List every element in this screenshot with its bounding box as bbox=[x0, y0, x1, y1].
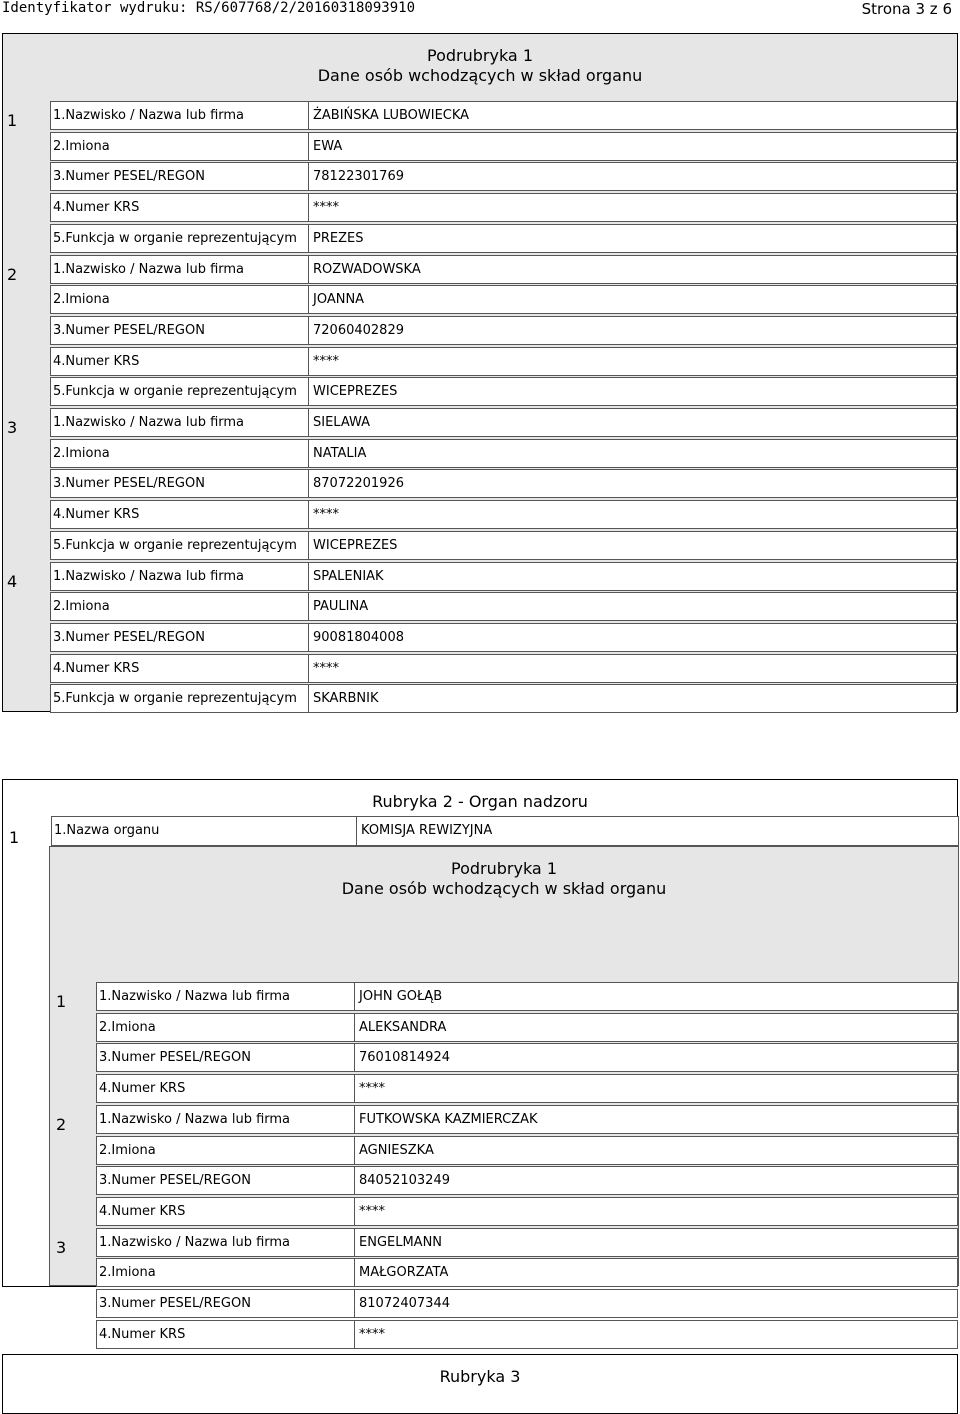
field-value: 76010814924 bbox=[354, 1044, 957, 1071]
field-value: AGNIESZKA bbox=[354, 1137, 957, 1164]
field-label: 5.Funkcja w organie reprezentującym bbox=[53, 537, 297, 553]
field-value: PREZES bbox=[308, 225, 956, 252]
field-value: ALEKSANDRA bbox=[354, 1014, 957, 1041]
field-row bbox=[50, 439, 957, 468]
field-value: 90081804008 bbox=[308, 624, 956, 651]
field-value: MAŁGORZATA bbox=[354, 1259, 957, 1286]
field-label: 5.Funkcja w organie reprezentującym bbox=[53, 384, 297, 400]
field-row bbox=[50, 132, 957, 161]
field-row bbox=[96, 1228, 958, 1257]
organ-name-label: 1.Nazwa organu bbox=[54, 823, 160, 838]
field-value: NATALIA bbox=[308, 440, 956, 467]
field-value: EWA bbox=[308, 133, 956, 160]
page-counter: Strona 3 z 6 bbox=[861, 0, 952, 18]
field-value: **** bbox=[308, 194, 956, 221]
person-number: 4 bbox=[7, 571, 18, 591]
field-label: 2.Imiona bbox=[99, 1142, 156, 1158]
field-value: 81072407344 bbox=[354, 1290, 957, 1317]
subsection-title-line1: Podrubryka 1 bbox=[451, 859, 557, 878]
field-value: ROZWADOWSKA bbox=[308, 256, 956, 283]
field-row bbox=[50, 592, 957, 621]
field-value: PAULINA bbox=[308, 593, 956, 620]
field-row bbox=[50, 684, 957, 713]
field-value: JOHN GOŁĄB bbox=[354, 983, 957, 1010]
subsection-title-line2: Dane osób wchodzących w skład organu bbox=[317, 66, 643, 85]
field-value: 72060402829 bbox=[308, 317, 956, 344]
field-value: **** bbox=[308, 655, 956, 682]
field-label: 1.Nazwisko / Nazwa lub firma bbox=[99, 1111, 291, 1127]
field-row bbox=[50, 531, 957, 560]
field-value: 84052103249 bbox=[354, 1167, 957, 1194]
field-row bbox=[96, 1320, 958, 1349]
field-label: 3.Numer PESEL/REGON bbox=[99, 1296, 251, 1311]
rubric-3-table bbox=[2, 1354, 958, 1414]
person-number: 3 bbox=[7, 418, 18, 437]
field-row bbox=[96, 1074, 958, 1103]
subsection-members-table bbox=[2, 33, 958, 712]
field-label: 3.Numer PESEL/REGON bbox=[99, 1173, 251, 1189]
field-label: 2.Imiona bbox=[53, 292, 110, 308]
field-row bbox=[50, 408, 957, 437]
field-label: 2.Imiona bbox=[99, 1265, 156, 1281]
field-row bbox=[50, 285, 957, 314]
field-row bbox=[50, 377, 957, 406]
row-number: 1 bbox=[9, 828, 20, 847]
subsection-title bbox=[3, 46, 957, 86]
field-label: 1.Nazwisko / Nazwa lub firma bbox=[53, 108, 245, 123]
print-identifier: Identyfikator wydruku: RS/607768/2/20160318093910 bbox=[2, 0, 416, 16]
field-row bbox=[50, 347, 957, 376]
field-row bbox=[50, 101, 957, 130]
field-label: 1.Nazwisko / Nazwa lub firma bbox=[99, 989, 291, 1004]
subsection-title bbox=[50, 859, 958, 899]
field-value: SKARBNIK bbox=[308, 685, 956, 712]
field-row bbox=[50, 654, 957, 683]
person-number: 2 bbox=[7, 264, 18, 284]
field-label: 4.Numer KRS bbox=[99, 1326, 186, 1342]
supervisory-members-table bbox=[49, 846, 959, 1342]
field-value: WICEPREZES bbox=[308, 532, 956, 559]
field-row bbox=[96, 1043, 958, 1072]
field-value: 78122301769 bbox=[308, 163, 956, 190]
field-value: 87072201926 bbox=[308, 470, 956, 497]
person-number: 1 bbox=[7, 111, 18, 130]
field-row bbox=[96, 1289, 958, 1318]
field-label: 4.Numer KRS bbox=[53, 660, 140, 676]
field-row bbox=[50, 193, 957, 222]
field-value: SPALENIAK bbox=[308, 563, 956, 590]
field-label: 4.Numer KRS bbox=[99, 1203, 186, 1219]
person-number: 2 bbox=[56, 1114, 67, 1134]
rubric-2-title: Rubryka 2 - Organ nadzoru bbox=[372, 792, 588, 811]
field-row bbox=[96, 1258, 958, 1287]
rubric-3-title: Rubryka 3 bbox=[439, 1367, 521, 1386]
print-header bbox=[0, 0, 960, 20]
field-value: **** bbox=[308, 348, 956, 375]
field-row bbox=[96, 1013, 958, 1042]
field-label: 4.Numer KRS bbox=[99, 1081, 186, 1097]
organ-name-row bbox=[51, 816, 959, 846]
field-value: **** bbox=[354, 1198, 957, 1225]
field-label: 5.Funkcja w organie reprezentującym bbox=[53, 691, 297, 707]
field-label: 2.Imiona bbox=[53, 138, 110, 154]
field-label: 1.Nazwisko / Nazwa lub firma bbox=[53, 568, 245, 584]
field-label: 2.Imiona bbox=[99, 1019, 156, 1035]
field-label: 3.Numer PESEL/REGON bbox=[53, 322, 205, 338]
field-row bbox=[96, 1197, 958, 1226]
field-row bbox=[50, 623, 957, 652]
field-row bbox=[50, 500, 957, 529]
person-number: 1 bbox=[56, 992, 67, 1011]
field-label: 4.Numer KRS bbox=[53, 353, 140, 369]
field-label: 2.Imiona bbox=[53, 445, 110, 461]
field-row bbox=[50, 469, 957, 498]
field-label: 5.Funkcja w organie reprezentującym bbox=[53, 230, 297, 246]
field-label: 3.Numer PESEL/REGON bbox=[53, 169, 205, 185]
field-row bbox=[50, 162, 957, 191]
field-label: 4.Numer KRS bbox=[53, 507, 140, 523]
field-label: 4.Numer KRS bbox=[53, 200, 140, 216]
field-label: 3.Numer PESEL/REGON bbox=[53, 629, 205, 645]
field-value: JOANNA bbox=[308, 286, 956, 313]
subsection-title-line1: Podrubryka 1 bbox=[427, 46, 533, 65]
field-row bbox=[96, 1136, 958, 1165]
field-value: FUTKOWSKA KAZMIERCZAK bbox=[354, 1106, 957, 1133]
subsection-title-line2: Dane osób wchodzących w skład organu bbox=[341, 879, 667, 898]
rubric-2-table bbox=[2, 779, 958, 1342]
field-row bbox=[50, 316, 957, 345]
field-row bbox=[96, 1166, 958, 1195]
field-label: 1.Nazwisko / Nazwa lub firma bbox=[99, 1234, 291, 1250]
field-row bbox=[96, 982, 958, 1011]
field-label: 1.Nazwisko / Nazwa lub firma bbox=[53, 261, 245, 277]
field-row bbox=[50, 255, 957, 284]
field-value: ŻABIŃSKA LUBOWIECKA bbox=[308, 102, 956, 129]
field-row bbox=[96, 1105, 958, 1134]
field-row bbox=[50, 562, 957, 591]
person-number: 3 bbox=[56, 1237, 67, 1257]
field-row bbox=[50, 224, 957, 253]
field-value: **** bbox=[354, 1075, 957, 1102]
field-label: 1.Nazwisko / Nazwa lub firma bbox=[53, 415, 245, 430]
field-value: ENGELMANN bbox=[354, 1229, 957, 1256]
field-value: SIELAWA bbox=[308, 409, 956, 436]
field-label: 2.Imiona bbox=[53, 599, 110, 615]
organ-name-value: KOMISJA REWIZYJNA bbox=[356, 817, 958, 845]
field-label: 3.Numer PESEL/REGON bbox=[99, 1050, 251, 1066]
field-label: 3.Numer PESEL/REGON bbox=[53, 476, 205, 492]
field-value: WICEPREZES bbox=[308, 378, 956, 405]
field-value: **** bbox=[354, 1321, 957, 1348]
field-value: **** bbox=[308, 501, 956, 528]
